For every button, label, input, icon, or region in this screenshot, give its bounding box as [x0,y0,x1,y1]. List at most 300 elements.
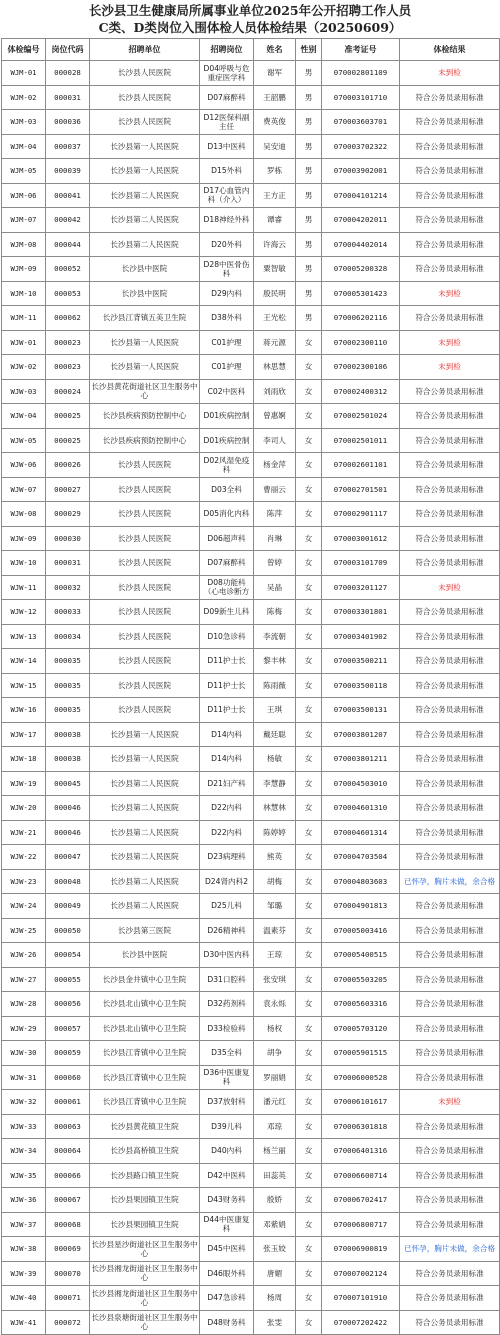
table-row [2,575,500,600]
post-code-cell: 000049 [46,894,90,919]
unit-cell: 长沙县江背镇中心卫生院 [90,1041,200,1066]
result-cell: 符合公务员录用标准 [400,1163,500,1188]
ticket-number-cell: 070002501011 [322,428,400,453]
post-cell: D48财务科 [200,1310,254,1335]
result-cell: 符合公务员录用标准 [400,1139,500,1164]
post-code-cell: 000066 [46,1163,90,1188]
ticket-number-cell: 070004601314 [322,820,400,845]
table-row [2,845,500,870]
unit-cell: 长沙县第一人民医院 [90,355,200,380]
post-code-cell: 000042 [46,208,90,233]
post-cell: D02风湿免疫科 [200,453,254,478]
table-row [2,1188,500,1213]
gender-cell: 男 [296,232,322,257]
post-cell: C02中医科 [200,379,254,404]
post-code-cell: 000032 [46,575,90,600]
table-row [2,1237,500,1262]
post-cell: D01疾病控制 [200,428,254,453]
ticket-number-cell: 070005200328 [322,257,400,282]
unit-cell: 长沙县疾病预防控制中心 [90,404,200,429]
unit-cell: 长沙县人民医院 [90,624,200,649]
gender-cell: 女 [296,477,322,502]
name-cell: 陈婷婷 [254,820,296,845]
name-cell: 戴廷聪 [254,722,296,747]
post-code-cell: 000036 [46,110,90,135]
gender-cell: 女 [296,355,322,380]
post-cell: D11护士长 [200,673,254,698]
ticket-number-cell: 070003801207 [322,722,400,747]
result-cell: 符合公务员录用标准 [400,1310,500,1335]
ticket-number-cell: 070002300110 [322,330,400,355]
result-cell: 符合公务员录用标准 [400,232,500,257]
result-cell: 符合公务员录用标准 [400,110,500,135]
post-code-cell: 000046 [46,820,90,845]
name-cell: 杨金萍 [254,453,296,478]
name-cell: 潘元红 [254,1090,296,1115]
result-cell: 符合公务员录用标准 [400,894,500,919]
exam-id-cell: WJW-41 [2,1310,46,1335]
exam-id-cell: WJW-24 [2,894,46,919]
table-row [2,673,500,698]
ticket-number-cell: 070004901813 [322,894,400,919]
unit-cell: 长沙县金井镇中心卫生院 [90,967,200,992]
exam-id-cell: WJM-07 [2,208,46,233]
post-cell: D09新生儿科 [200,600,254,625]
result-cell: 符合公务员录用标准 [400,183,500,208]
gender-cell: 女 [296,1016,322,1041]
table-row [2,330,500,355]
post-code-cell: 000048 [46,869,90,894]
exam-id-cell: WJW-06 [2,453,46,478]
ticket-number-cell: 070003401902 [322,624,400,649]
name-cell: 陈雨薇 [254,673,296,698]
ticket-number-cell: 070003702322 [322,134,400,159]
unit-cell: 长沙县第一人民医院 [90,330,200,355]
table-row [2,1139,500,1164]
table-body [2,61,500,1335]
name-cell: 林思慧 [254,355,296,380]
unit-cell: 长沙县第三医院 [90,918,200,943]
result-cell: 符合公务员录用标准 [400,1114,500,1139]
exam-id-cell: WJW-25 [2,918,46,943]
post-cell: D04呼吸与危重症医学科 [200,61,254,86]
name-cell: 谭睿 [254,208,296,233]
result-cell: 符合公务员录用标准 [400,624,500,649]
post-code-cell: 000026 [46,453,90,478]
exam-id-cell: WJW-30 [2,1041,46,1066]
gender-cell: 女 [296,526,322,551]
post-cell: D08功能科（心电诊断方 [200,575,254,600]
post-cell: C01护理 [200,330,254,355]
post-cell: D13中医科 [200,134,254,159]
post-code-cell: 000057 [46,1016,90,1041]
post-cell: D29内科 [200,281,254,306]
ticket-number-cell: 070003603701 [322,110,400,135]
ticket-number-cell: 070003902001 [322,159,400,184]
post-code-cell: 000047 [46,845,90,870]
exam-id-cell: WJW-19 [2,771,46,796]
table-row [2,551,500,576]
exam-id-cell: WJW-16 [2,698,46,723]
exam-id-cell: WJW-18 [2,747,46,772]
ticket-number-cell: 070006900819 [322,1237,400,1262]
gender-cell: 女 [296,1041,322,1066]
name-cell: 张玉姣 [254,1237,296,1262]
unit-cell: 长沙县泉塘街道社区卫生服务中心 [90,1310,200,1335]
result-cell: 符合公务员录用标准 [400,771,500,796]
gender-cell: 女 [296,1163,322,1188]
table-row [2,918,500,943]
post-code-cell: 000061 [46,1090,90,1115]
table-row [2,600,500,625]
name-cell: 吴安迪 [254,134,296,159]
gender-cell: 女 [296,1261,322,1286]
post-cell: D36中医康复科 [200,1065,254,1090]
exam-id-cell: WJW-38 [2,1237,46,1262]
gender-cell: 女 [296,1310,322,1335]
result-cell: 符合公务员录用标准 [400,526,500,551]
post-code-cell: 000031 [46,85,90,110]
result-cell: 未到检 [400,575,500,600]
gender-cell: 男 [296,183,322,208]
name-cell: 粟智敏 [254,257,296,282]
post-cell: C01护理 [200,355,254,380]
ticket-number-cell: 070005603316 [322,992,400,1017]
result-cell: 符合公务员录用标准 [400,1286,500,1311]
name-cell: 罗栋 [254,159,296,184]
name-cell: 肖琳 [254,526,296,551]
table-row [2,502,500,527]
table-row [2,526,500,551]
post-cell: D11护士长 [200,649,254,674]
unit-cell: 长沙县第一人民医院 [90,134,200,159]
name-cell: 袁永烁 [254,992,296,1017]
post-cell: D17心血管内科（介入） [200,183,254,208]
name-cell: 林慧林 [254,796,296,821]
unit-cell: 长沙县果园镇卫生院 [90,1212,200,1237]
post-code-cell: 000031 [46,551,90,576]
name-cell: 曹丽云 [254,477,296,502]
unit-cell: 长沙县第二人民医院 [90,232,200,257]
name-cell: 张雯 [254,1310,296,1335]
header-ticket: 准考证号 [322,39,400,61]
exam-id-cell: WJM-03 [2,110,46,135]
name-cell: 殷民明 [254,281,296,306]
gender-cell: 女 [296,967,322,992]
post-code-cell: 000033 [46,600,90,625]
result-cell: 符合公务员录用标准 [400,85,500,110]
name-cell: 胡梅 [254,869,296,894]
gender-cell: 女 [296,918,322,943]
post-cell: D45中医科 [200,1237,254,1262]
gender-cell: 男 [296,306,322,331]
exam-id-cell: WJW-31 [2,1065,46,1090]
exam-id-cell: WJW-28 [2,992,46,1017]
ticket-number-cell: 070006600714 [322,1163,400,1188]
post-code-cell: 000035 [46,649,90,674]
post-code-cell: 000023 [46,330,90,355]
name-cell: 李慧静 [254,771,296,796]
header-gender: 性别 [296,39,322,61]
title-line-1: 长沙县卫生健康局所属事业单位2025年公开招聘工作人员 [88,3,412,18]
unit-cell: 长沙县第一人民医院 [90,159,200,184]
table-row [2,771,500,796]
unit-cell: 长沙县人民医院 [90,526,200,551]
unit-cell: 长沙县人民医院 [90,61,200,86]
exam-id-cell: WJW-17 [2,722,46,747]
post-code-cell: 000068 [46,1212,90,1237]
post-cell: D31口腔科 [200,967,254,992]
ticket-number-cell: 070004101214 [322,183,400,208]
unit-cell: 长沙县第一人民医院 [90,747,200,772]
exam-id-cell: WJM-05 [2,159,46,184]
result-cell: 符合公务员录用标准 [400,428,500,453]
gender-cell: 男 [296,110,322,135]
name-cell: 罗丽娟 [254,1065,296,1090]
unit-cell: 长沙县黄花镇卫生院 [90,1114,200,1139]
gender-cell: 女 [296,894,322,919]
result-cell: 未到检 [400,330,500,355]
exam-id-cell: WJW-23 [2,869,46,894]
post-code-cell: 000037 [46,134,90,159]
post-code-cell: 000052 [46,257,90,282]
post-cell: D15外科 [200,159,254,184]
post-code-cell: 000025 [46,428,90,453]
post-code-cell: 000039 [46,159,90,184]
unit-cell: 长沙县人民医院 [90,502,200,527]
exam-id-cell: WJW-14 [2,649,46,674]
ticket-number-cell: 070004503010 [322,771,400,796]
post-code-cell: 000038 [46,722,90,747]
ticket-number-cell: 070007202422 [322,1310,400,1335]
post-cell: D38外科 [200,306,254,331]
exam-id-cell: WJW-15 [2,673,46,698]
name-cell: 杨周 [254,1286,296,1311]
name-cell: 邓紫娟 [254,1212,296,1237]
exam-id-cell: WJW-20 [2,796,46,821]
gender-cell: 女 [296,673,322,698]
name-cell: 温素芬 [254,918,296,943]
ticket-number-cell: 070006800717 [322,1212,400,1237]
table-row [2,379,500,404]
result-cell: 未到检 [400,281,500,306]
result-cell: 未到检 [400,61,500,86]
gender-cell: 女 [296,1188,322,1213]
ticket-number-cell: 070003101709 [322,551,400,576]
header-exam-id: 体检编号 [2,39,46,61]
unit-cell: 长沙县人民医院 [90,673,200,698]
unit-cell: 长沙县高桥镇卫生院 [90,1139,200,1164]
gender-cell: 女 [296,1114,322,1139]
result-cell: 符合公务员录用标准 [400,967,500,992]
table-row [2,85,500,110]
table-row [2,747,500,772]
ticket-number-cell: 070002501024 [322,404,400,429]
name-cell: 王琼 [254,943,296,968]
gender-cell: 女 [296,796,322,821]
unit-cell: 长沙县星沙街道社区卫生服务中心 [90,1237,200,1262]
ticket-number-cell: 070003801211 [322,747,400,772]
table-header [2,39,500,61]
ticket-number-cell: 070002300106 [322,355,400,380]
post-cell: D05消化内科 [200,502,254,527]
post-code-cell: 000028 [46,61,90,86]
table-row [2,355,500,380]
unit-cell: 长沙县人民医院 [90,649,200,674]
unit-cell: 长沙县江背镇五美卫生院 [90,306,200,331]
unit-cell: 长沙县人民医院 [90,600,200,625]
gender-cell: 女 [296,1090,322,1115]
result-cell: 符合公务员录用标准 [400,404,500,429]
exam-id-cell: WJW-02 [2,355,46,380]
gender-cell: 女 [296,1286,322,1311]
name-cell: 曾惠婀 [254,404,296,429]
result-cell: 符合公务员录用标准 [400,306,500,331]
ticket-number-cell: 070002701501 [322,477,400,502]
exam-id-cell: WJW-10 [2,551,46,576]
post-cell: D03全科 [200,477,254,502]
ticket-number-cell: 070004202011 [322,208,400,233]
post-code-cell: 000041 [46,183,90,208]
ticket-number-cell: 070006000528 [322,1065,400,1090]
table-row [2,1041,500,1066]
ticket-number-cell: 070004803603 [322,869,400,894]
unit-cell: 长沙县第一人民医院 [90,722,200,747]
post-cell: D32药剂科 [200,992,254,1017]
header-post-code: 岗位代码 [46,39,90,61]
post-cell: D28中医骨伤科 [200,257,254,282]
exam-id-cell: WJM-10 [2,281,46,306]
unit-cell: 长沙县第二人民医院 [90,208,200,233]
table-row [2,306,500,331]
table-row [2,404,500,429]
gender-cell: 男 [296,257,322,282]
result-cell: 符合公务员录用标准 [400,477,500,502]
table-row [2,698,500,723]
ticket-number-cell: 070006202116 [322,306,400,331]
unit-cell: 长沙县中医院 [90,943,200,968]
ticket-number-cell: 070003101710 [322,85,400,110]
post-code-cell: 000035 [46,673,90,698]
gender-cell: 女 [296,1212,322,1237]
post-code-cell: 000056 [46,992,90,1017]
table-row [2,232,500,257]
post-code-cell: 000067 [46,1188,90,1213]
post-code-cell: 000030 [46,526,90,551]
name-cell: 杨权 [254,1016,296,1041]
exam-id-cell: WJW-35 [2,1163,46,1188]
unit-cell: 长沙县第二人民医院 [90,771,200,796]
post-code-cell: 000060 [46,1065,90,1090]
result-cell: 符合公务员录用标准 [400,845,500,870]
gender-cell: 女 [296,502,322,527]
table-row [2,281,500,306]
post-code-cell: 000050 [46,918,90,943]
gender-cell: 女 [296,1139,322,1164]
gender-cell: 女 [296,992,322,1017]
table-row [2,1065,500,1090]
ticket-number-cell: 070007101910 [322,1286,400,1311]
post-cell: D37放射科 [200,1090,254,1115]
table-row [2,624,500,649]
name-cell: 刘雨欣 [254,379,296,404]
name-cell: 王方正 [254,183,296,208]
exam-id-cell: WJW-12 [2,600,46,625]
table-row [2,110,500,135]
post-code-cell: 000070 [46,1261,90,1286]
exam-id-cell: WJW-22 [2,845,46,870]
post-code-cell: 000035 [46,698,90,723]
table-row [2,61,500,86]
exam-id-cell: WJW-37 [2,1212,46,1237]
ticket-number-cell: 070007002124 [322,1261,400,1286]
exam-id-cell: WJW-07 [2,477,46,502]
post-cell: D20外科 [200,232,254,257]
exam-id-cell: WJW-40 [2,1286,46,1311]
name-cell: 张安琪 [254,967,296,992]
post-code-cell: 000027 [46,477,90,502]
result-cell: 符合公务员录用标准 [400,159,500,184]
ticket-number-cell: 070005301423 [322,281,400,306]
result-cell: 符合公务员录用标准 [400,257,500,282]
post-code-cell: 000034 [46,624,90,649]
unit-cell: 长沙县人民医院 [90,477,200,502]
post-cell: D06超声科 [200,526,254,551]
unit-cell: 长沙县北山镇中心卫生院 [90,992,200,1017]
gender-cell: 女 [296,771,322,796]
title-line-2: C类、D类岗位入围体检人员体检结果（20250609） [98,20,402,35]
name-cell: 殷娇 [254,1188,296,1213]
table-row [2,183,500,208]
ticket-number-cell: 070006301818 [322,1114,400,1139]
name-cell: 李司人 [254,428,296,453]
post-cell: D30中医内科 [200,943,254,968]
gender-cell: 女 [296,722,322,747]
post-code-cell: 000072 [46,1310,90,1335]
table-row [2,1212,500,1237]
result-cell: 已怀孕，胸片未做，余合格 [400,1237,500,1262]
table-row [2,992,500,1017]
gender-cell: 女 [296,1237,322,1262]
gender-cell: 女 [296,330,322,355]
unit-cell: 长沙县中医院 [90,281,200,306]
unit-cell: 长沙县黄花街道社区卫生服务中心 [90,379,200,404]
name-cell: 邹璐 [254,894,296,919]
ticket-number-cell: 070004402014 [322,232,400,257]
exam-id-cell: WJM-04 [2,134,46,159]
name-cell: 曾婷 [254,551,296,576]
result-cell: 已怀孕，胸片未做，余合格 [400,869,500,894]
result-table [1,38,500,1335]
exam-id-cell: WJW-05 [2,428,46,453]
table-row [2,428,500,453]
ticket-number-cell: 070003500131 [322,698,400,723]
result-cell: 符合公务员录用标准 [400,1261,500,1286]
exam-id-cell: WJW-08 [2,502,46,527]
table-row [2,820,500,845]
post-cell: D07麻醉科 [200,85,254,110]
name-cell: 田蕊英 [254,1163,296,1188]
name-cell: 黎丰林 [254,649,296,674]
exam-id-cell: WJM-06 [2,183,46,208]
result-cell: 符合公务员录用标准 [400,747,500,772]
gender-cell: 女 [296,379,322,404]
exam-id-cell: WJW-32 [2,1090,46,1115]
exam-id-cell: WJW-39 [2,1261,46,1286]
post-code-cell: 000029 [46,502,90,527]
ticket-number-cell: 070003301801 [322,600,400,625]
table-row [2,796,500,821]
